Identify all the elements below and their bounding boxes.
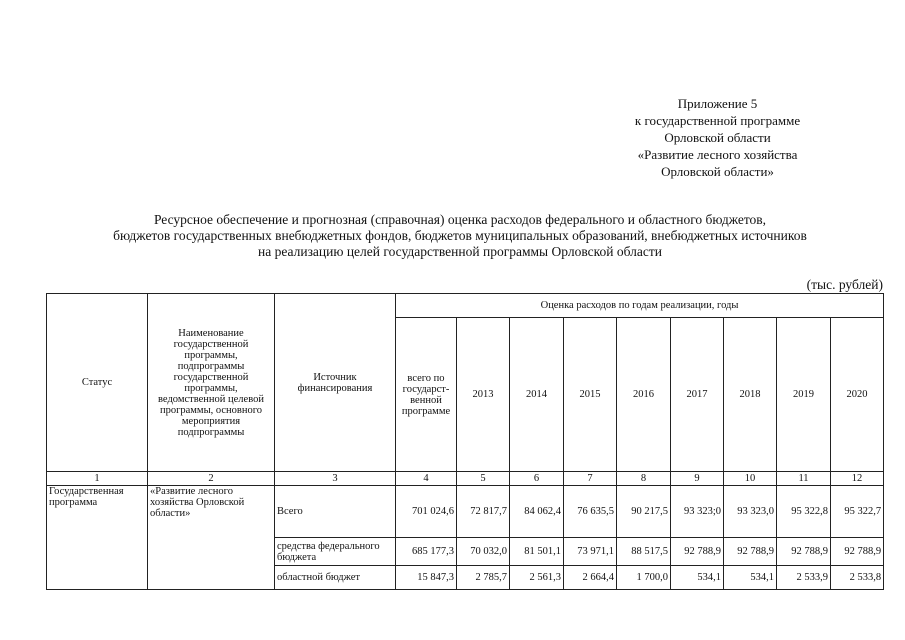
col-number: 9	[671, 472, 724, 486]
col-number: 7	[564, 472, 617, 486]
value-cell: 88 517,5	[617, 538, 671, 566]
appendix-line: «Развитие лесного хозяйства	[637, 147, 798, 162]
value-cell: 92 788,9	[831, 538, 884, 566]
header-year: 2016	[617, 318, 671, 472]
value-cell: 92 788,9	[671, 538, 724, 566]
header-row-1	[47, 294, 884, 318]
header-total: всего по государст-венной программе	[396, 318, 457, 472]
value-cell: 90 217,5	[617, 486, 671, 538]
header-year: 2018	[724, 318, 777, 472]
value-cell: 76 635,5	[564, 486, 617, 538]
value-cell: 2 533,8	[831, 566, 884, 590]
value-cell: 95 322,8	[777, 486, 831, 538]
value-cell: 685 177,3	[396, 538, 457, 566]
value-cell: 701 024,6	[396, 486, 457, 538]
value-cell: 92 788,9	[777, 538, 831, 566]
col-number: 10	[724, 472, 777, 486]
document-heading	[50, 212, 870, 260]
col-number: 8	[617, 472, 671, 486]
column-number-row	[47, 472, 884, 486]
value-cell: 93 323,0	[724, 486, 777, 538]
header-year: 2014	[510, 318, 564, 472]
program-name: «Развитие лесного хозяйства Орловской области»	[148, 486, 275, 590]
col-number: 6	[510, 472, 564, 486]
value-cell: 84 062,4	[510, 486, 564, 538]
funding-source: Всего	[275, 486, 396, 538]
value-cell: 534,1	[724, 566, 777, 590]
funding-source: областной бюджет	[275, 566, 396, 590]
budget-table	[46, 293, 884, 590]
heading-line: Ресурсное обеспечение и прогнозная (справочная) оценка расходов федерального и областного бюджетов,	[153, 212, 767, 227]
value-cell: 2 664,4	[564, 566, 617, 590]
value-cell: 534,1	[671, 566, 724, 590]
appendix-line: к государственной программе	[634, 113, 801, 128]
header-year: 2017	[671, 318, 724, 472]
table-row	[47, 486, 884, 538]
value-cell: 15 847,3	[396, 566, 457, 590]
program-status: Государственная программа	[47, 486, 148, 590]
value-cell: 2 561,3	[510, 566, 564, 590]
header-year: 2015	[564, 318, 617, 472]
col-number: 4	[396, 472, 457, 486]
value-cell: 2 785,7	[457, 566, 510, 590]
header-status: Статус	[47, 294, 148, 472]
col-number: 12	[831, 472, 884, 486]
value-cell: 92 788,9	[724, 538, 777, 566]
value-cell: 95 322,7	[831, 486, 884, 538]
heading-line: бюджетов государственных внебюджетных фондов, бюджетов муниципальных образований, внебюджетных источников	[113, 228, 807, 243]
col-number: 2	[148, 472, 275, 486]
header-name: Наименование государственной программы, подпрограммы государственной программы, ведомственной целевой программы, основного мероприятия подпрограммы	[148, 294, 275, 472]
header-year: 2013	[457, 318, 510, 472]
col-number: 5	[457, 472, 510, 486]
header-source: Источник финансирования	[275, 294, 396, 472]
value-cell: 73 971,1	[564, 538, 617, 566]
value-cell: 93 323;0	[671, 486, 724, 538]
value-cell: 1 700,0	[617, 566, 671, 590]
header-year: 2020	[831, 318, 884, 472]
value-cell: 81 501,1	[510, 538, 564, 566]
header-expenses-group: Оценка расходов по годам реализации, годы	[396, 294, 884, 318]
value-cell: 2 533,9	[777, 566, 831, 590]
units-label: (тыс. рублей)	[806, 277, 883, 292]
col-number: 11	[777, 472, 831, 486]
heading-line: на реализацию целей государственной программы Орловской области	[258, 244, 662, 259]
appendix-line: Орловской области»	[661, 164, 774, 179]
value-cell: 70 032,0	[457, 538, 510, 566]
col-number: 1	[47, 472, 148, 486]
header-year: 2019	[777, 318, 831, 472]
appendix-line: Приложение 5	[677, 96, 758, 111]
funding-source: средства федерального бюджета	[275, 538, 396, 566]
appendix-block	[610, 95, 825, 180]
appendix-line: Орловской области	[664, 130, 771, 145]
col-number: 3	[275, 472, 396, 486]
value-cell: 72 817,7	[457, 486, 510, 538]
